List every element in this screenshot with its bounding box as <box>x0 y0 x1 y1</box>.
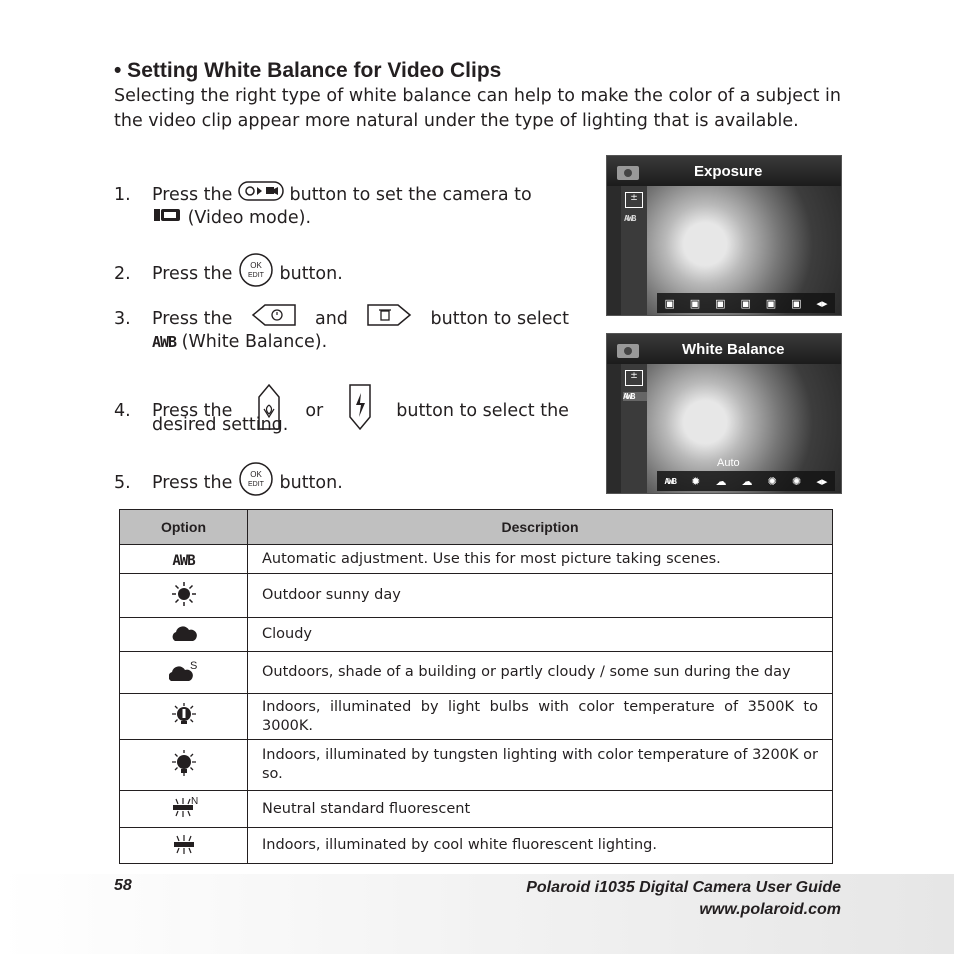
step-text: button to set the camera to <box>289 184 532 205</box>
table-row <box>120 574 833 618</box>
table-row <box>120 694 833 740</box>
awb-icon: AWB <box>152 333 177 351</box>
table-row <box>120 545 833 574</box>
left-right-arrows-icon: ◂▸ <box>816 474 828 488</box>
svg-text:EDIT: EDIT <box>247 272 264 279</box>
footer-guide <box>526 877 841 921</box>
camera-icon <box>615 338 643 364</box>
step-number: 3. <box>114 308 131 329</box>
step-text: button to select <box>430 308 569 329</box>
option-description: Outdoor sunny day <box>248 574 833 618</box>
awb-icon: AWB <box>624 214 636 223</box>
white-balance-table <box>119 509 833 864</box>
step-text: Press the <box>152 263 233 284</box>
video-camera-icon <box>152 204 182 231</box>
step-number: 5. <box>114 472 131 493</box>
page-number: 58 <box>114 877 132 894</box>
fluorescent-cool-icon <box>170 841 198 860</box>
step-text: Press the <box>152 400 233 421</box>
awb-icon: AWB <box>664 476 676 486</box>
down-arrow-flash-button-icon <box>348 383 372 438</box>
sun-icon: ✹ <box>691 474 701 488</box>
svg-text:OK: OK <box>250 261 262 270</box>
exposure-value-icon: ▣ <box>740 296 751 310</box>
option-description: Indoors, illuminated by cool white fluorescent lighting. <box>248 828 833 864</box>
exposure-screen <box>606 155 842 316</box>
table-row <box>120 652 833 694</box>
step-number: 4. <box>114 400 131 421</box>
intro-paragraph: Selecting the right type of white balance can help to make the color of a subject in the video clip appear more natural under the type of lighting that is available. <box>114 86 841 131</box>
guide-url[interactable]: www.polaroid.com <box>699 901 841 918</box>
camera-icon <box>615 160 643 186</box>
guide-title: Polaroid i1035 Digital Camera User Guide <box>526 879 841 896</box>
option-description: Outdoors, shade of a building or partly cloudy / some sun during the day <box>248 652 833 694</box>
step-text: or <box>305 400 324 421</box>
menu-title: White Balance <box>682 341 785 358</box>
white-balance-options-strip <box>657 471 835 491</box>
option-description: Indoors, illuminated by light bulbs with color temperature of 3500K to 3000K. <box>248 694 833 740</box>
step-text: button. <box>279 263 343 284</box>
tungsten-icon <box>170 762 198 781</box>
exposure-icon: ± <box>625 192 643 208</box>
option-description: Automatic adjustment. Use this for most picture taking scenes. <box>248 545 833 574</box>
exposure-icon: ± <box>625 370 643 386</box>
fluorescent-neutral-icon <box>170 796 198 823</box>
cloud-icon: ☁ <box>715 474 727 488</box>
step-text: Press the <box>152 184 233 205</box>
svg-text:OK: OK <box>250 470 262 479</box>
table-row <box>120 828 833 864</box>
svg-text:S: S <box>189 659 197 672</box>
step-3-cont <box>152 330 327 354</box>
exposure-value-icon: ▣ <box>664 296 675 310</box>
step-text: (White Balance). <box>181 332 328 352</box>
ok-edit-button-icon <box>238 461 274 504</box>
step-number: 1. <box>114 184 131 205</box>
exposure-value-icon: ▣ <box>689 296 701 310</box>
step-5 <box>114 461 343 504</box>
exposure-options-strip <box>657 293 835 313</box>
column-header-option: Option <box>120 510 248 545</box>
step-number: 2. <box>114 263 131 284</box>
step-text: Press the <box>152 472 233 493</box>
menu-title: Exposure <box>694 163 763 180</box>
side-menu <box>621 186 647 315</box>
step-text: button to select the <box>396 400 569 421</box>
option-description: Indoors, illuminated by tungsten lighting with color temperature of 3200K or so. <box>248 740 833 791</box>
step-4-cont <box>152 413 288 437</box>
bulb-icon <box>170 713 198 732</box>
left-right-arrows-icon: ◂▸ <box>816 296 828 310</box>
section-title: • Setting White Balance for Video Clips <box>114 59 502 82</box>
cloud-shade-icon <box>169 659 199 687</box>
sun-icon <box>171 592 197 611</box>
cloud-icon <box>171 628 197 647</box>
table-header-row <box>120 510 833 545</box>
awb-icon: AWB <box>172 552 195 569</box>
bulb-icon: ✺ <box>767 474 777 488</box>
svg-text:EDIT: EDIT <box>247 481 264 488</box>
tungsten-icon: ✺ <box>791 474 802 488</box>
step-text: desired setting. <box>152 415 289 435</box>
menu-header <box>607 334 841 364</box>
option-description: Neutral standard fluorescent <box>248 791 833 828</box>
right-arrow-trash-button-icon <box>366 303 412 334</box>
exposure-value-icon: ▣ <box>715 296 726 310</box>
step-text: Press the <box>152 308 233 329</box>
table-row <box>120 618 833 652</box>
svg-text:N: N <box>190 796 198 807</box>
step-text: (Video mode). <box>187 207 312 228</box>
exposure-value-icon: ▣ <box>791 296 802 310</box>
white-balance-screen <box>606 333 842 494</box>
menu-header <box>607 156 841 186</box>
awb-icon: AWB <box>623 392 647 401</box>
step-1-cont <box>152 204 311 231</box>
table-row <box>120 740 833 791</box>
exposure-value-icon: ▣ <box>765 296 777 310</box>
ok-edit-button-icon <box>238 252 274 295</box>
step-text: and <box>314 308 348 329</box>
table-row <box>120 791 833 828</box>
selected-option-caption: Auto <box>717 457 740 469</box>
side-menu <box>621 364 647 493</box>
column-header-description: Description <box>248 510 833 545</box>
option-description: Cloudy <box>248 618 833 652</box>
step-2 <box>114 252 343 295</box>
cloud-shade-icon: ☁ <box>741 474 753 488</box>
step-text: button. <box>279 472 343 493</box>
